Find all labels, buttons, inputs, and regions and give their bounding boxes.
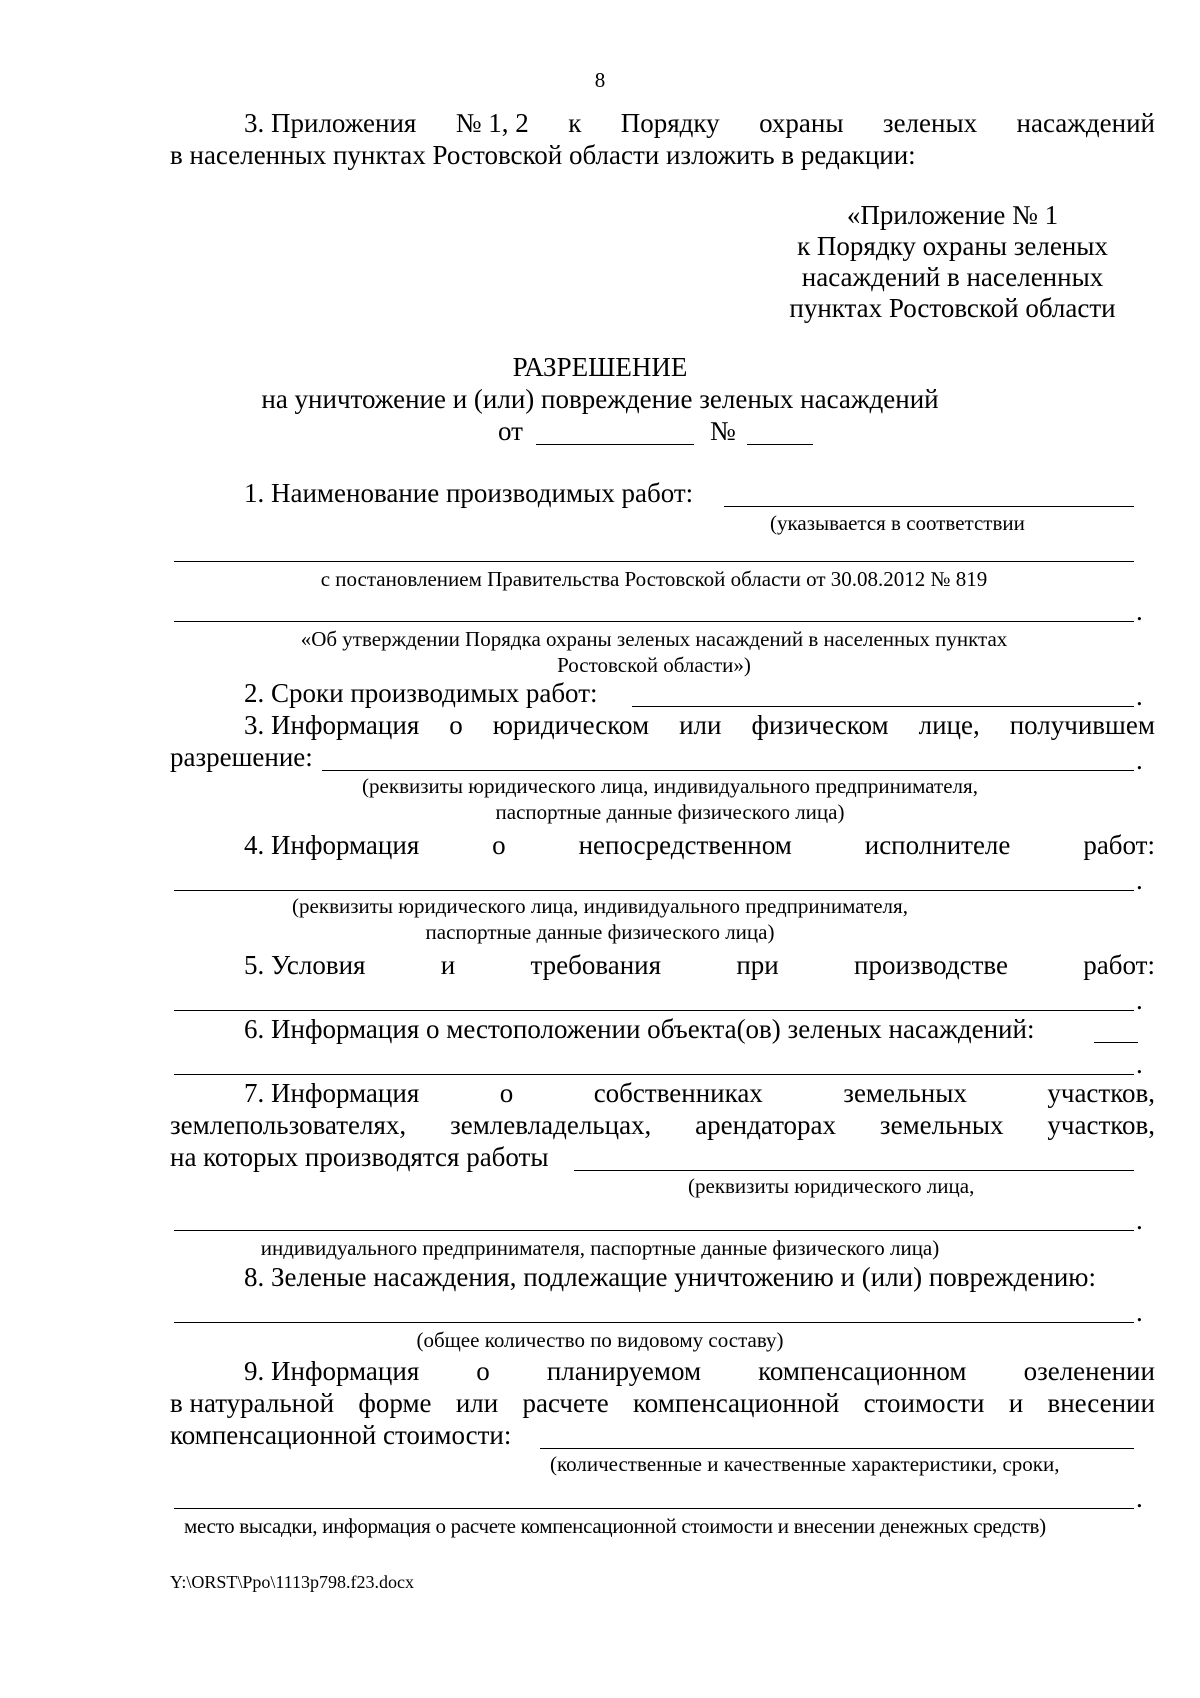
word: о xyxy=(492,830,506,860)
word: о xyxy=(499,1078,514,1108)
line-period: . xyxy=(1136,985,1143,1015)
word: работ: xyxy=(1083,830,1155,860)
number-field xyxy=(747,444,813,445)
word: работ: xyxy=(1083,950,1155,980)
field7-line xyxy=(174,1230,1134,1231)
word: земельных xyxy=(879,1110,1004,1140)
word: форме xyxy=(358,1388,432,1418)
word: 3. Приложения xyxy=(244,108,417,138)
word: земельных xyxy=(843,1078,967,1108)
word: или xyxy=(679,710,722,740)
footer-file-path: Y:\ORST\Ppo\1113p798.f23.docx xyxy=(170,1572,415,1592)
word: 4. Информация xyxy=(244,830,420,860)
field9-hint: место высадки, информация о расчете компенсационной стоимости и внесении денежных средств) xyxy=(184,1514,1046,1538)
word: производстве xyxy=(854,950,1008,980)
field1-line xyxy=(724,506,1134,507)
word: к xyxy=(568,108,582,138)
word: требования xyxy=(530,950,662,980)
line-period: . xyxy=(1136,1483,1143,1513)
word: арендаторах xyxy=(695,1110,837,1140)
line-period: . xyxy=(1136,745,1143,775)
word: Порядку xyxy=(620,108,720,138)
word: расчете xyxy=(522,1388,609,1418)
field2-line xyxy=(632,706,1134,707)
word: землепользователях, xyxy=(170,1110,407,1140)
field9-label-line2 xyxy=(170,1388,1155,1418)
page-number: 8 xyxy=(594,68,606,92)
field1-hint: «Об утверждении Порядка охраны зеленых насаждений в населенных пунктах xyxy=(300,627,1008,651)
word: исполнителе xyxy=(864,830,1011,860)
number-label: № xyxy=(710,416,736,446)
field1-line xyxy=(174,561,1134,562)
word: о xyxy=(476,1356,490,1386)
word: 3. Информация xyxy=(244,710,420,740)
word: и xyxy=(1008,1388,1024,1418)
word: насаждений xyxy=(1016,108,1155,138)
document-title: РАЗРЕШЕНИЕ xyxy=(512,352,688,382)
field7-label-line3: на которых производятся работы xyxy=(170,1142,549,1172)
word: 9. Информация xyxy=(244,1356,420,1386)
field3-label-line2: разрешение: xyxy=(170,742,313,772)
field6-line xyxy=(174,1074,1134,1075)
field2-label: 2. Сроки производимых работ: xyxy=(244,678,598,708)
field4-hint: паспортные данные физического лица) xyxy=(425,920,775,944)
word: собственниках xyxy=(593,1078,763,1108)
word: компенсационном xyxy=(758,1356,967,1386)
field9-line xyxy=(174,1508,1134,1509)
word: или xyxy=(455,1388,499,1418)
field5-label xyxy=(244,950,1155,980)
word: 5. Условия xyxy=(244,950,366,980)
field7-line xyxy=(574,1170,1134,1171)
field6-line xyxy=(1094,1042,1138,1043)
item3-intro-line2: в населенных пунктах Ростовской области изложить в редакции: xyxy=(170,140,916,170)
word: юридическом xyxy=(492,710,650,740)
field3-line xyxy=(322,770,1134,771)
word: землевладельцах, xyxy=(450,1110,652,1140)
word: компенсационной xyxy=(633,1388,840,1418)
field5-line xyxy=(174,1010,1134,1011)
word: стоимости xyxy=(863,1388,985,1418)
field4-label xyxy=(244,830,1155,860)
field8-label: 8. Зеленые насаждения, подлежащие уничтожению и (или) повреждению: xyxy=(244,1262,1096,1292)
field3-hint: паспортные данные физического лица) xyxy=(495,800,845,824)
date-field xyxy=(536,444,694,445)
word: планируемом xyxy=(546,1356,702,1386)
word: лице, xyxy=(918,710,980,740)
field4-line xyxy=(174,890,1134,891)
appendix-header-line: к Порядку охраны зеленых xyxy=(797,231,1108,261)
field1-hint: Ростовской области») xyxy=(557,653,751,677)
field3-hint: (реквизиты юридического лица, индивидуального предпринимателя, xyxy=(362,774,978,798)
word: непосредственном xyxy=(578,830,792,860)
word: внесении xyxy=(1047,1388,1155,1418)
field8-hint: (общее количество по видовому составу) xyxy=(416,1328,784,1352)
appendix-header-line: пунктах Ростовской области xyxy=(789,293,1116,323)
field9-hint: (количественные и качественные характеристики, сроки, xyxy=(550,1452,1060,1476)
line-period: . xyxy=(1136,1049,1143,1079)
word: участков, xyxy=(1047,1110,1155,1140)
line-period: . xyxy=(1136,681,1143,711)
word: № 1, 2 xyxy=(455,108,529,138)
word: получившем xyxy=(1009,710,1155,740)
field1-label: 1. Наименование производимых работ: xyxy=(244,478,694,508)
field8-line xyxy=(174,1322,1134,1323)
word: зеленых xyxy=(882,108,978,138)
word: физическом xyxy=(751,710,889,740)
word: озеленении xyxy=(1023,1356,1155,1386)
word: при xyxy=(736,950,779,980)
field1-line xyxy=(174,621,1134,622)
date-label: от xyxy=(498,416,523,446)
field9-label-line1 xyxy=(244,1356,1155,1386)
field6-label: 6. Информация о местоположении объекта(ов) зеленых насаждений: xyxy=(244,1014,1035,1044)
word: о xyxy=(449,710,463,740)
field1-hint: (указывается в соответствии xyxy=(770,511,1025,535)
field7-hint: (реквизиты юридического лица, xyxy=(688,1174,975,1198)
line-period: . xyxy=(1136,1205,1143,1235)
line-period: . xyxy=(1136,865,1143,895)
word: участков, xyxy=(1047,1078,1155,1108)
line-period: . xyxy=(1136,1297,1143,1327)
field7-label-line1 xyxy=(244,1078,1155,1108)
word: 7. Информация xyxy=(244,1078,420,1108)
document-subtitle: на уничтожение и (или) повреждение зеленых насаждений xyxy=(261,384,939,414)
appendix-header-line: насаждений в населенных xyxy=(801,262,1104,292)
field7-hint: индивидуального предпринимателя, паспортные данные физического лица) xyxy=(260,1236,940,1260)
field9-label-line3: компенсационной стоимости: xyxy=(170,1420,512,1450)
field3-label-line1 xyxy=(244,710,1155,740)
field9-line xyxy=(540,1448,1134,1449)
field4-hint: (реквизиты юридического лица, индивидуального предпринимателя, xyxy=(292,894,908,918)
word: охраны xyxy=(759,108,844,138)
line-period: . xyxy=(1136,596,1143,626)
word: и xyxy=(440,950,456,980)
field7-label-line2 xyxy=(170,1110,1155,1140)
field1-hint: с постановлением Правительства Ростовской области от 30.08.2012 № 819 xyxy=(320,567,988,591)
appendix-header-line: «Приложение № 1 xyxy=(846,200,1059,230)
item3-intro-line1 xyxy=(244,108,1155,138)
word: в натуральной xyxy=(170,1388,335,1418)
